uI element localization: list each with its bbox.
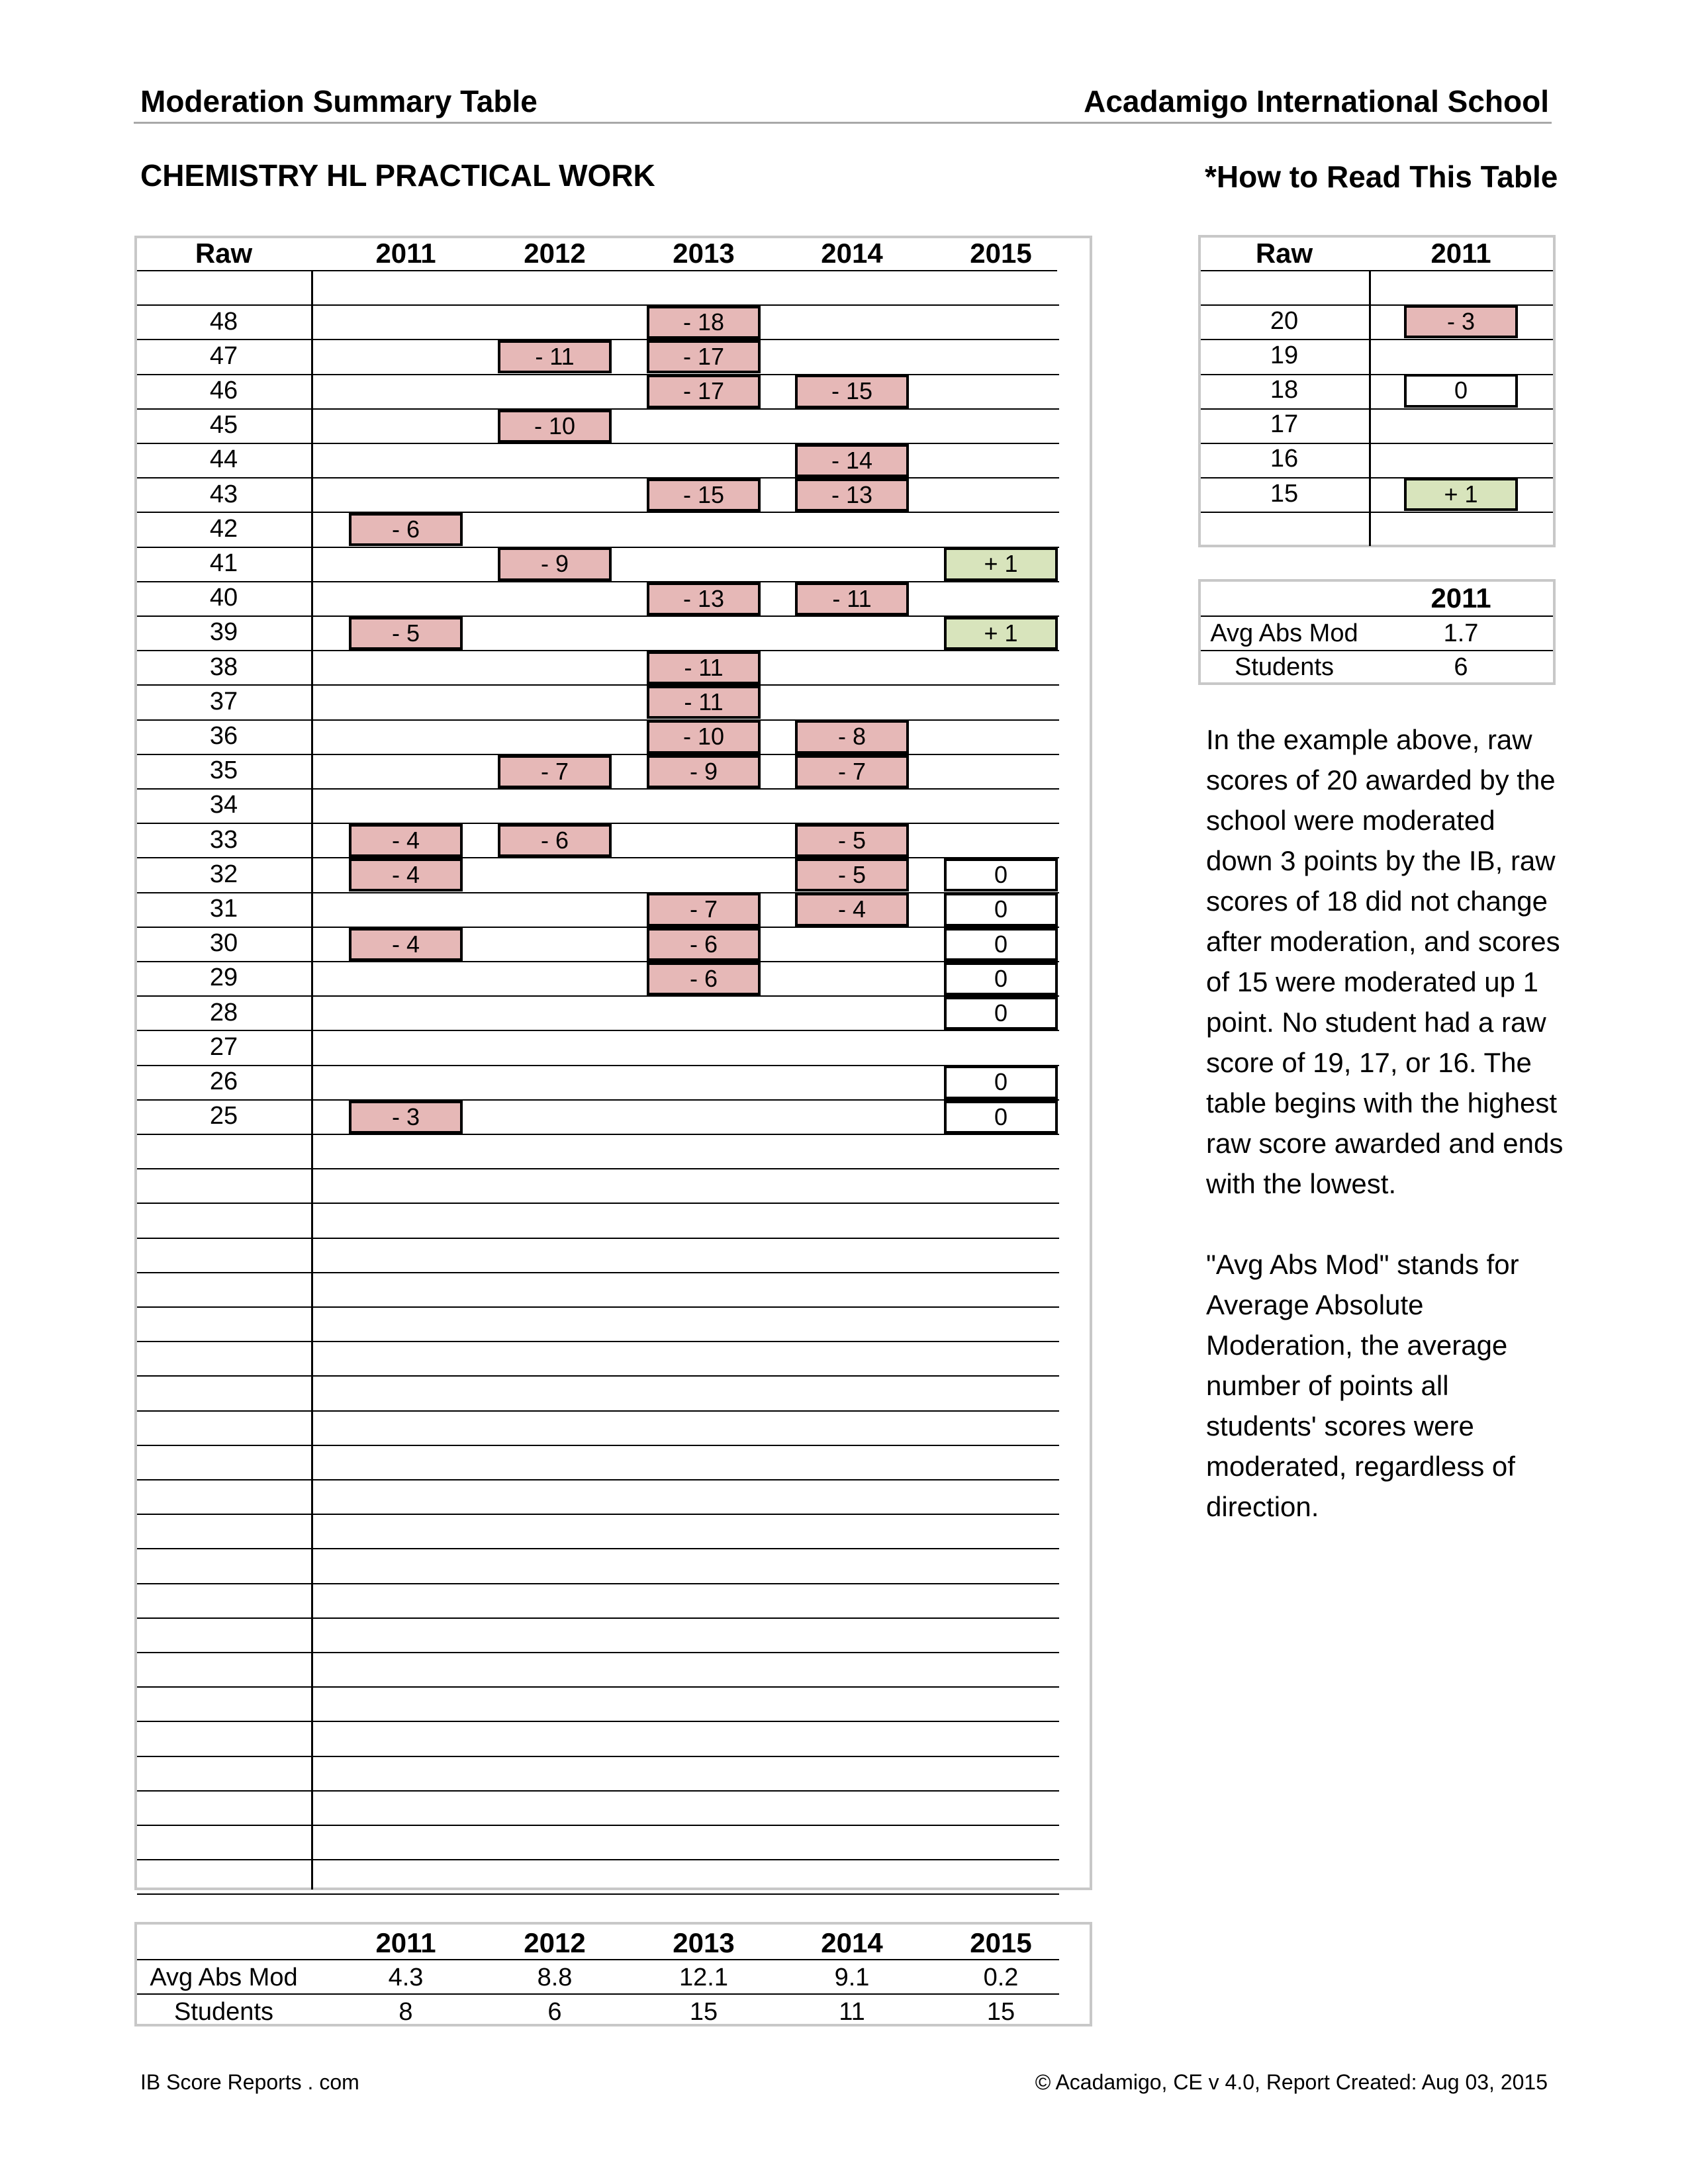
row-divider (137, 1686, 1059, 1688)
example-raw-cell: 18 (1270, 375, 1299, 404)
moderation-value-box: - 5 (795, 858, 909, 891)
row-divider (137, 1721, 1059, 1722)
how-to-read-title: *How to Read This Table (1205, 159, 1558, 194)
row-divider (137, 1238, 1059, 1239)
raw-score-cell: 43 (209, 480, 238, 508)
moderation-value-box: + 1 (944, 617, 1058, 650)
summary-avg-label: Avg Abs Mod (150, 1963, 298, 1991)
summary-avg-value: 8.8 (537, 1963, 573, 1991)
row-divider (137, 1375, 1059, 1377)
raw-score-cell: 26 (209, 1067, 238, 1095)
moderation-value-box: - 10 (647, 720, 761, 753)
row-divider (137, 1479, 1059, 1480)
summary-students-value: 11 (839, 1997, 865, 2026)
row-divider (137, 1825, 1059, 1826)
row-divider (137, 1341, 1059, 1342)
explanation-text (1206, 719, 1564, 1567)
moderation-value-box: - 7 (498, 755, 612, 788)
moderation-value-box: - 4 (795, 893, 909, 926)
example-year-header: 2011 (1430, 238, 1491, 269)
year-column-header: 2011 (375, 238, 436, 269)
moderation-value-box: - 18 (647, 306, 761, 339)
report-title: Moderation Summary Table (140, 84, 538, 118)
raw-score-cell: 28 (209, 998, 238, 1026)
example-moderation-box: - 3 (1404, 305, 1518, 338)
moderation-value-box: 0 (944, 962, 1058, 995)
row-divider (137, 1410, 1059, 1412)
row-divider (137, 270, 1057, 271)
row-divider (137, 1134, 1059, 1135)
row-divider (137, 1617, 1059, 1619)
raw-score-cell: 30 (209, 929, 238, 958)
moderation-value-box: - 11 (647, 651, 761, 684)
summary-avg-value: 12.1 (679, 1963, 728, 1991)
year-column-header: 2014 (821, 238, 883, 269)
row-divider (137, 1583, 1059, 1584)
row-divider (137, 1445, 1059, 1446)
summary-year-header: 2013 (673, 1927, 735, 1958)
raw-score-cell: 37 (209, 687, 238, 715)
example-raw-cell: 15 (1270, 479, 1299, 508)
example-moderation-box: + 1 (1404, 478, 1518, 511)
row-divider (1201, 512, 1553, 513)
moderation-value-box: - 17 (647, 340, 761, 373)
row-divider (137, 1652, 1059, 1653)
row-divider (137, 1272, 1059, 1273)
moderation-value-box: - 4 (349, 858, 463, 891)
moderation-value-box: - 11 (647, 686, 761, 719)
moderation-value-box: - 6 (647, 962, 761, 995)
summary-students-value: 15 (689, 1997, 718, 2026)
moderation-value-box: - 10 (498, 410, 612, 443)
moderation-value-box: 0 (944, 1066, 1058, 1099)
summary-year-header: 2011 (375, 1927, 436, 1958)
raw-column-divider (311, 271, 313, 1889)
raw-score-cell: 44 (209, 445, 238, 474)
summary-students-label: Students (174, 1997, 273, 2026)
summary-students-value: 6 (547, 1997, 562, 2026)
moderation-value-box: - 14 (795, 444, 909, 477)
moderation-value-box: - 6 (349, 513, 463, 546)
moderation-value-box: - 4 (349, 928, 463, 961)
raw-score-cell: 46 (209, 376, 238, 404)
moderation-value-box: - 5 (349, 617, 463, 650)
row-divider (137, 1203, 1059, 1204)
moderation-value-box: - 15 (647, 478, 761, 512)
raw-score-cell: 47 (209, 341, 238, 370)
raw-score-cell: 41 (209, 549, 238, 577)
raw-score-cell: 38 (209, 653, 238, 681)
year-column-header: 2013 (673, 238, 735, 269)
row-divider (137, 1514, 1059, 1515)
example-raw-cell: 20 (1270, 306, 1299, 335)
example-summary-students-value: 6 (1454, 653, 1468, 681)
row-divider (137, 1306, 1059, 1308)
row-divider (137, 1548, 1059, 1549)
moderation-value-box: - 9 (647, 755, 761, 788)
example-raw-cell: 16 (1270, 445, 1299, 473)
moderation-value-box: 0 (944, 997, 1058, 1030)
example-raw-cell: 19 (1270, 341, 1299, 369)
example-summary-avg-label: Avg Abs Mod (1210, 619, 1358, 647)
raw-score-cell: 42 (209, 514, 238, 543)
moderation-value-box: - 5 (795, 824, 909, 857)
explanation-paragraph-1: In the example above, raw scores of 20 awarded by the school were moderated down 3 points by the IB, raw scores of 18 did not change after moderation, and scores of 15 were moderated up 1 point. No student had a raw score of 19, 17, or 16. The table begins with the highest raw score awarded and ends with the lowest. (1206, 724, 1564, 1199)
example-moderation-box: 0 (1404, 374, 1518, 407)
moderation-value-box: - 4 (349, 824, 463, 857)
row-divider (137, 1168, 1059, 1169)
raw-score-cell: 48 (209, 307, 238, 336)
footer-site: IB Score Reports . com (140, 2070, 359, 2094)
example-summary-students-label: Students (1235, 653, 1334, 681)
raw-score-cell: 27 (209, 1032, 238, 1061)
raw-score-cell: 36 (209, 721, 238, 750)
summary-year-header: 2015 (970, 1927, 1032, 1958)
example-summary-avg-value: 1.7 (1443, 619, 1479, 647)
header-rule (134, 122, 1552, 124)
row-divider (137, 1756, 1059, 1757)
raw-column-header: Raw (195, 238, 253, 269)
moderation-value-box: - 11 (795, 582, 909, 615)
raw-score-cell: 32 (209, 860, 238, 888)
raw-score-cell: 25 (209, 1102, 238, 1130)
raw-score-cell: 45 (209, 411, 238, 439)
moderation-value-box: - 8 (795, 720, 909, 753)
subject-title: CHEMISTRY HL PRACTICAL WORK (140, 158, 655, 193)
summary-avg-value: 9.1 (834, 1963, 870, 1991)
moderation-value-box: 0 (944, 858, 1058, 891)
moderation-value-box: - 13 (795, 478, 909, 512)
example-summary-year: 2011 (1430, 582, 1491, 614)
year-column-header: 2015 (970, 238, 1032, 269)
raw-score-cell: 39 (209, 618, 238, 647)
raw-score-cell: 33 (209, 825, 238, 854)
moderation-value-box: - 6 (647, 928, 761, 961)
raw-score-cell: 40 (209, 584, 238, 612)
moderation-value-box: - 9 (498, 547, 612, 580)
summary-year-header: 2012 (524, 1927, 586, 1958)
moderation-value-box: - 11 (498, 340, 612, 373)
row-divider (137, 1859, 1059, 1860)
moderation-value-box: - 15 (795, 375, 909, 408)
footer-copyright: © Acadamigo, CE v 4.0, Report Created: Aug 03, 2015 (1035, 2070, 1548, 2094)
explanation-paragraph-2: "Avg Abs Mod" stands for Average Absolute Moderation, the average number of points all students' scores were moderated, regardless of direction. (1206, 1249, 1519, 1522)
moderation-value-box: + 1 (944, 547, 1058, 580)
moderation-value-box: - 3 (349, 1101, 463, 1134)
moderation-value-box: - 17 (647, 375, 761, 408)
moderation-value-box: 0 (944, 928, 1058, 961)
raw-score-cell: 35 (209, 756, 238, 785)
moderation-value-box: - 6 (498, 824, 612, 857)
moderation-value-box: - 7 (647, 893, 761, 926)
summary-students-value: 8 (399, 1997, 413, 2026)
summary-students-value: 15 (986, 1997, 1015, 2026)
row-divider (1201, 270, 1553, 271)
raw-score-cell: 31 (209, 894, 238, 923)
summary-year-header: 2014 (821, 1927, 883, 1958)
summary-avg-value: 4.3 (388, 1963, 424, 1991)
moderation-value-box: - 13 (647, 582, 761, 615)
row-divider (137, 1790, 1059, 1792)
row-divider (137, 1893, 1059, 1895)
moderation-value-box: 0 (944, 893, 1058, 926)
raw-score-cell: 29 (209, 964, 238, 992)
summary-avg-value: 0.2 (983, 1963, 1019, 1991)
school-name: Acadamigo International School (1084, 84, 1549, 118)
moderation-value-box: 0 (944, 1101, 1058, 1134)
example-raw-cell: 17 (1270, 410, 1299, 439)
raw-score-cell: 34 (209, 791, 238, 819)
year-column-header: 2012 (524, 238, 586, 269)
moderation-value-box: - 7 (795, 755, 909, 788)
example-raw-header: Raw (1255, 238, 1313, 269)
